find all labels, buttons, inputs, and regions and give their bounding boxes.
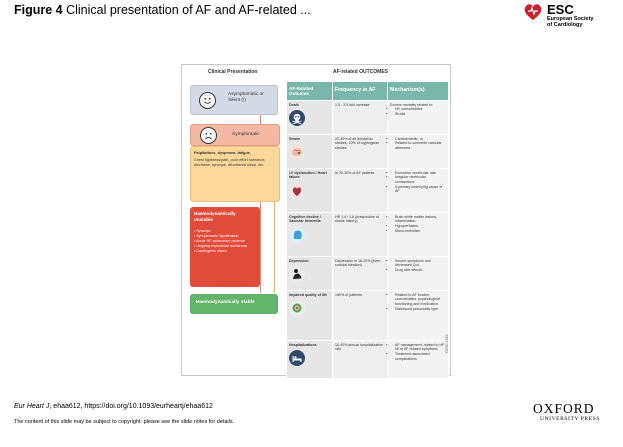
outcome-name: Depression — [289, 258, 309, 263]
unstable-item: • Symptomatic hypotension — [194, 233, 239, 238]
esc-logo-text — [547, 3, 597, 29]
table-row — [287, 101, 449, 135]
table-row — [287, 291, 449, 341]
stable-label: Haemodynamically stable — [196, 300, 255, 305]
frequency-cell: 1.5 - 3.5 fold increase — [333, 101, 388, 135]
mechanism-item: • Stroke — [395, 112, 446, 117]
outcome-name: Cognitive decline / Vascular dementia — [289, 214, 321, 224]
unstable-title: Haemodynamically unstable — [194, 211, 236, 222]
mechanism-item: • A primary underlying cause of AF — [395, 185, 446, 194]
unstable-item: • Ongoing myocardial ischaemia — [194, 243, 247, 248]
frequency-cell: In 20-30% of AF patients — [333, 169, 388, 213]
table-row — [287, 341, 449, 379]
hospital-bed-icon — [289, 350, 305, 366]
mechanism-item: • Hypoperfusion, — [395, 224, 446, 229]
esc-full-name: European Society of Cardiology — [547, 16, 594, 28]
mechanism-item: • Irregular ventricular contractions — [395, 175, 446, 184]
unstable-item: • Acute HF, pulmonary oedema — [194, 238, 245, 243]
mechanism-item: • HF, comorbidities — [395, 107, 446, 112]
mechanism-item: • Severe symptoms and decreased QoL — [395, 259, 446, 268]
table-row — [287, 257, 449, 291]
figure-panel — [181, 64, 451, 376]
mechanism-item: • Brain white matter lesions, inflammation, — [395, 215, 446, 224]
mechanism-item: • Distressed personality type — [395, 307, 446, 312]
mechanism-item: • Treatment-associated complications — [395, 352, 446, 361]
heart-icon — [289, 183, 305, 199]
copyright-tag: ©ESC 2020 — [445, 334, 449, 353]
brain-icon — [289, 144, 305, 160]
clinical-presentation-header: Clinical Presentation — [208, 69, 258, 75]
mechanism-item: • Excessive ventricular rate — [395, 171, 446, 176]
slide-title: Figure 4 Clinical presentation of AF and AF-related ... — [14, 3, 311, 17]
af-outcomes-header: AF-related OUTCOMES — [333, 69, 389, 75]
oxford-logo-name: OXFORD — [533, 401, 595, 416]
symptoms-line-2: Chest tightness/pain, poor effort tolerance, dizziness, syncope, disordered sleep, etc. — [194, 158, 266, 168]
symptomatic-label: Symptomatic — [232, 132, 260, 137]
outcome-name: Impaired quality of life — [289, 292, 328, 297]
frequency-cell: 10-40% annual hospitalization rate — [333, 341, 388, 379]
quality-of-life-icon — [289, 300, 305, 316]
table-row — [287, 213, 449, 257]
unstable-list — [194, 229, 258, 254]
mechanism-item: • AF management, related to HF, MI or AF related symptoms — [395, 343, 446, 352]
frequency-cell: >60% of patients — [333, 291, 388, 341]
column-header-mechanisms: Mechanism(s) — [388, 82, 449, 101]
mechanism-item: • Drug side effects — [395, 268, 446, 273]
person-icon — [289, 266, 305, 282]
mechanism-item: • Related to comorbid vascular atheroma — [395, 141, 446, 150]
asymptomatic-label: Asymptomatic or Silent (!) — [228, 92, 264, 103]
symptoms-text — [194, 151, 276, 168]
skull-icon — [289, 110, 305, 126]
outcome-name: Stroke — [289, 136, 301, 141]
citation: Eur Heart J, ehaa612, https://doi.org/10.1093/eurheartj/ehaa612 — [14, 403, 213, 410]
frequency-cell: HR 1.4 / 1.6 (irrespective of stroke history) — [333, 213, 388, 257]
table-row — [287, 135, 449, 169]
mechanism-intro: Excess mortality related to: — [390, 102, 434, 107]
outcome-name: Hospitalizations — [289, 342, 317, 347]
sad-face-icon — [200, 127, 217, 144]
esc-abbr: ESC — [547, 2, 574, 17]
column-header-frequency: Frequency in AF — [333, 82, 388, 101]
outcomes-table — [286, 81, 448, 379]
table-row — [287, 169, 449, 213]
mechanism-item: • Cardioembolic, or — [395, 137, 446, 142]
frequency-cell: Depression in 16-20% (even suicidal ideation) — [333, 257, 388, 291]
mechanism-item: • Micro-embolism — [395, 229, 446, 234]
oxford-logo-sub: UNIVERSITY PRESS — [540, 416, 600, 422]
head-icon — [289, 227, 305, 243]
frequency-cell: 20-30% of all ischaemic strokes, 10% of cryptogenic strokes — [333, 135, 388, 169]
table-header-row — [287, 82, 449, 101]
outcome-name: Death — [289, 102, 299, 107]
esc-heart-logo-icon — [523, 2, 543, 22]
symptoms-line-1: Palpitations, dyspnoea, fatigue, — [194, 151, 251, 155]
outcome-name: LV dysfunction / Heart failure — [289, 170, 327, 180]
mechanism-item: • Related to AF burden, comorbidities, psychological functioning and medication — [395, 293, 446, 307]
copyright-disclaimer: The content of this slide may be subject to copyright: please see the slide notes for details. — [14, 419, 235, 425]
unstable-item: • Cardiogenic shock — [194, 248, 227, 253]
column-header-outcome: AF-Related Outcome — [287, 82, 333, 101]
happy-face-icon — [199, 92, 216, 109]
unstable-item: • Syncope — [194, 229, 211, 233]
